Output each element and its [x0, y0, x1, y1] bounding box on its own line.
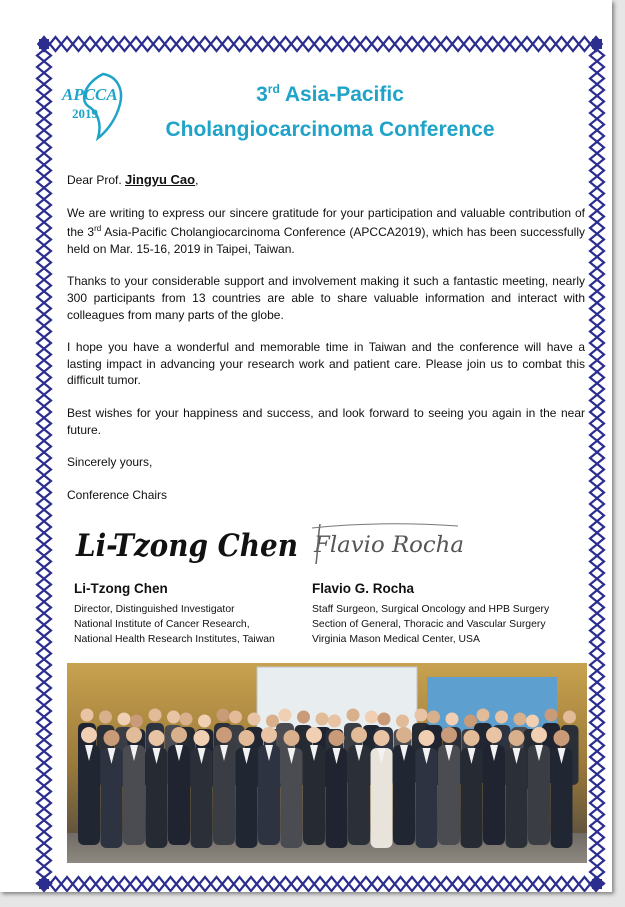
paragraph-hope: I hope you have a wonderful and memorable time in Taiwan and the conference will have a lasting impact in advancing your research work and patient care. Please join us to combat this difficult tumor.	[67, 340, 585, 388]
chairs-label: Conference Chairs	[67, 487, 168, 502]
salutation: Dear Prof. Jingyu Cao,	[67, 172, 199, 187]
recipient-name: Jingyu Cao	[125, 172, 196, 187]
paragraph-wishes: Best wishes for your happiness and success, and look forward to seeing you again in the near future.	[67, 405, 585, 437]
signature-2-text: Flavio Rocha	[312, 533, 464, 558]
paragraph-gratitude: We are writing to express our sincere gratitude for your participation and valuable contribution of the 3rd Asia-Pacific Cholangiocarcinoma Conference (APCCA2019), which has been successfully held on Mar. 15-16, 2019 in Taipei, Taiwan.	[67, 205, 585, 256]
logo-year: 2019	[72, 106, 98, 121]
chair-1-name: Li-Tzong Chen	[74, 581, 168, 596]
conference-title-line1: 3rd Asia-Pacific	[256, 82, 404, 106]
chair-2-affiliation: Staff Surgeon, Surgical Oncology and HPB Surgery Section of General, Thoracic and Vascular Surgery Virginia Mason Medical Center, USA	[312, 604, 550, 645]
paragraph-support: Thanks to your considerable support and involvement making it such a fantastic meeting, nearly 300 participants from 13 countries are able to share valuable information and interact with colleagues from many parts of the globe.	[67, 274, 585, 322]
logo-text: APCCA	[62, 85, 118, 104]
letter-body	[67, 172, 585, 519]
apcca-logo	[58, 62, 138, 142]
closing: Sincerely yours,	[67, 455, 153, 470]
signature-li-tzong-chen	[74, 518, 304, 568]
group-photo	[67, 663, 587, 863]
chair-2-name: Flavio G. Rocha	[312, 581, 415, 596]
chair-1-affiliation: Director, Distinguished Investigator National Institute of Cancer Research, National Health Research Institutes, Taiwan	[74, 604, 275, 645]
crowd	[78, 709, 579, 849]
signature-1-text: Li-Tzong Chen	[75, 528, 299, 564]
signature-flavio-rocha	[308, 516, 478, 572]
conference-title-line2: Cholangiocarcinoma Conference	[165, 118, 495, 141]
